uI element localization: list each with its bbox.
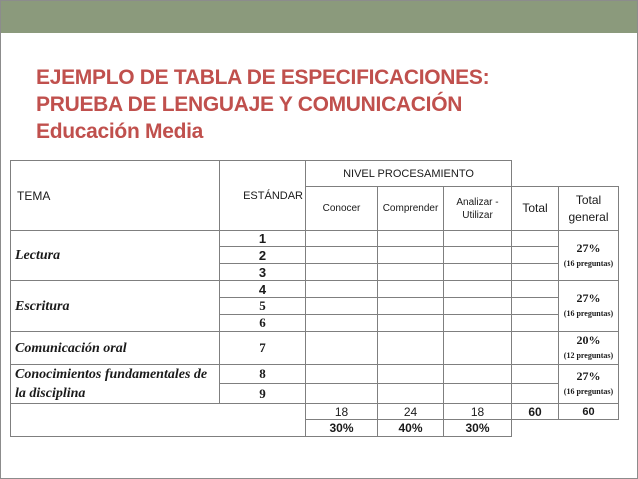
header-analizar: Analizar - Utilizar: [444, 187, 512, 231]
empty-cell: [378, 247, 444, 264]
empty-cell: [512, 264, 559, 281]
header-conocer: Conocer: [306, 187, 378, 231]
total-analizar: 18: [444, 404, 512, 420]
empty-cell: [512, 384, 559, 404]
empty-cell: [306, 298, 378, 315]
pct-value: 20%: [576, 333, 601, 347]
empty-cell: [378, 365, 444, 384]
empty-cell: [559, 420, 619, 437]
empty-cell: [306, 315, 378, 332]
estandar-cell: 2: [220, 247, 306, 264]
empty-cell: [306, 247, 378, 264]
empty-cell: [306, 264, 378, 281]
estandar-cell: 7: [220, 332, 306, 365]
pct-conocimientos: [559, 365, 619, 404]
empty-cell: [512, 365, 559, 384]
pct-value: 27%: [576, 369, 601, 383]
pct-preguntas: (16 preguntas): [563, 258, 614, 268]
slide-title: [36, 64, 489, 145]
total-conocer: 18: [306, 404, 378, 420]
empty-cell: [512, 332, 559, 365]
empty-cell: [444, 365, 512, 384]
pct-analizar: 30%: [444, 420, 512, 437]
empty-cell: [444, 231, 512, 247]
empty-cell: [512, 247, 559, 264]
empty-cell: [512, 231, 559, 247]
pct-escritura: [559, 281, 619, 332]
total-general: 60: [559, 404, 619, 420]
empty-cell: [512, 315, 559, 332]
pct-conocer: 30%: [306, 420, 378, 437]
empty-cell: [306, 281, 378, 298]
empty-cell: [444, 247, 512, 264]
tema-comunicacion-oral: Comunicación oral: [11, 332, 220, 365]
pct-preguntas: (16 preguntas): [563, 309, 614, 318]
estandar-cell: 1: [220, 231, 306, 247]
empty-cell: [444, 315, 512, 332]
empty-cell: [512, 281, 559, 298]
pct-preguntas: (16 preguntas): [563, 387, 614, 396]
empty-cell: [444, 298, 512, 315]
empty-cell: [444, 281, 512, 298]
header-total: Total: [512, 187, 559, 231]
pct-comprender: 40%: [378, 420, 444, 437]
totals-label-blank: [11, 404, 306, 437]
empty-cell: [444, 264, 512, 281]
header-estandar: ESTÁNDAR: [220, 161, 306, 231]
title-line-2: PRUEBA DE LENGUAJE Y COMUNICACIÓN: [36, 93, 463, 116]
estandar-cell: 3: [220, 264, 306, 281]
tema-escritura: Escritura: [11, 281, 220, 332]
pct-comunicacion-oral: [559, 332, 619, 365]
empty-cell: [378, 332, 444, 365]
pct-value: 27%: [576, 240, 601, 255]
header-blank-2: [559, 161, 619, 187]
empty-cell: [378, 281, 444, 298]
empty-cell: [512, 298, 559, 315]
empty-cell: [444, 332, 512, 365]
estandar-cell: 5: [220, 298, 306, 315]
header-tema: TEMA: [11, 161, 220, 231]
pct-value: 27%: [576, 291, 601, 305]
pct-preguntas: (12 preguntas): [563, 351, 614, 360]
empty-cell: [306, 231, 378, 247]
empty-cell: [306, 365, 378, 384]
header-total-general: Total general: [559, 187, 619, 231]
empty-cell: [378, 384, 444, 404]
empty-cell: [378, 315, 444, 332]
empty-cell: [444, 384, 512, 404]
estandar-cell: 8: [220, 365, 306, 384]
empty-cell: [378, 264, 444, 281]
header-comprender: Comprender: [378, 187, 444, 231]
pct-lectura: [559, 231, 619, 281]
estandar-cell: 6: [220, 315, 306, 332]
specification-table: [10, 160, 619, 437]
empty-cell: [378, 298, 444, 315]
estandar-cell: 9: [220, 384, 306, 404]
header-blank: [512, 161, 559, 187]
tema-lectura: Lectura: [11, 231, 220, 281]
total-comprender: 24: [378, 404, 444, 420]
empty-cell: [512, 420, 559, 437]
header-nivel-procesamiento: NIVEL PROCESAMIENTO: [306, 161, 512, 187]
estandar-cell: 4: [220, 281, 306, 298]
empty-cell: [378, 231, 444, 247]
tema-conocimientos: Conocimientos fundamentales de la disciplina: [11, 365, 220, 404]
title-line-1: EJEMPLO DE TABLA DE ESPECIFICACIONES:: [36, 66, 490, 89]
title-line-3: Educación Media: [36, 120, 204, 143]
empty-cell: [306, 332, 378, 365]
total-total: 60: [512, 404, 559, 420]
empty-cell: [306, 384, 378, 404]
